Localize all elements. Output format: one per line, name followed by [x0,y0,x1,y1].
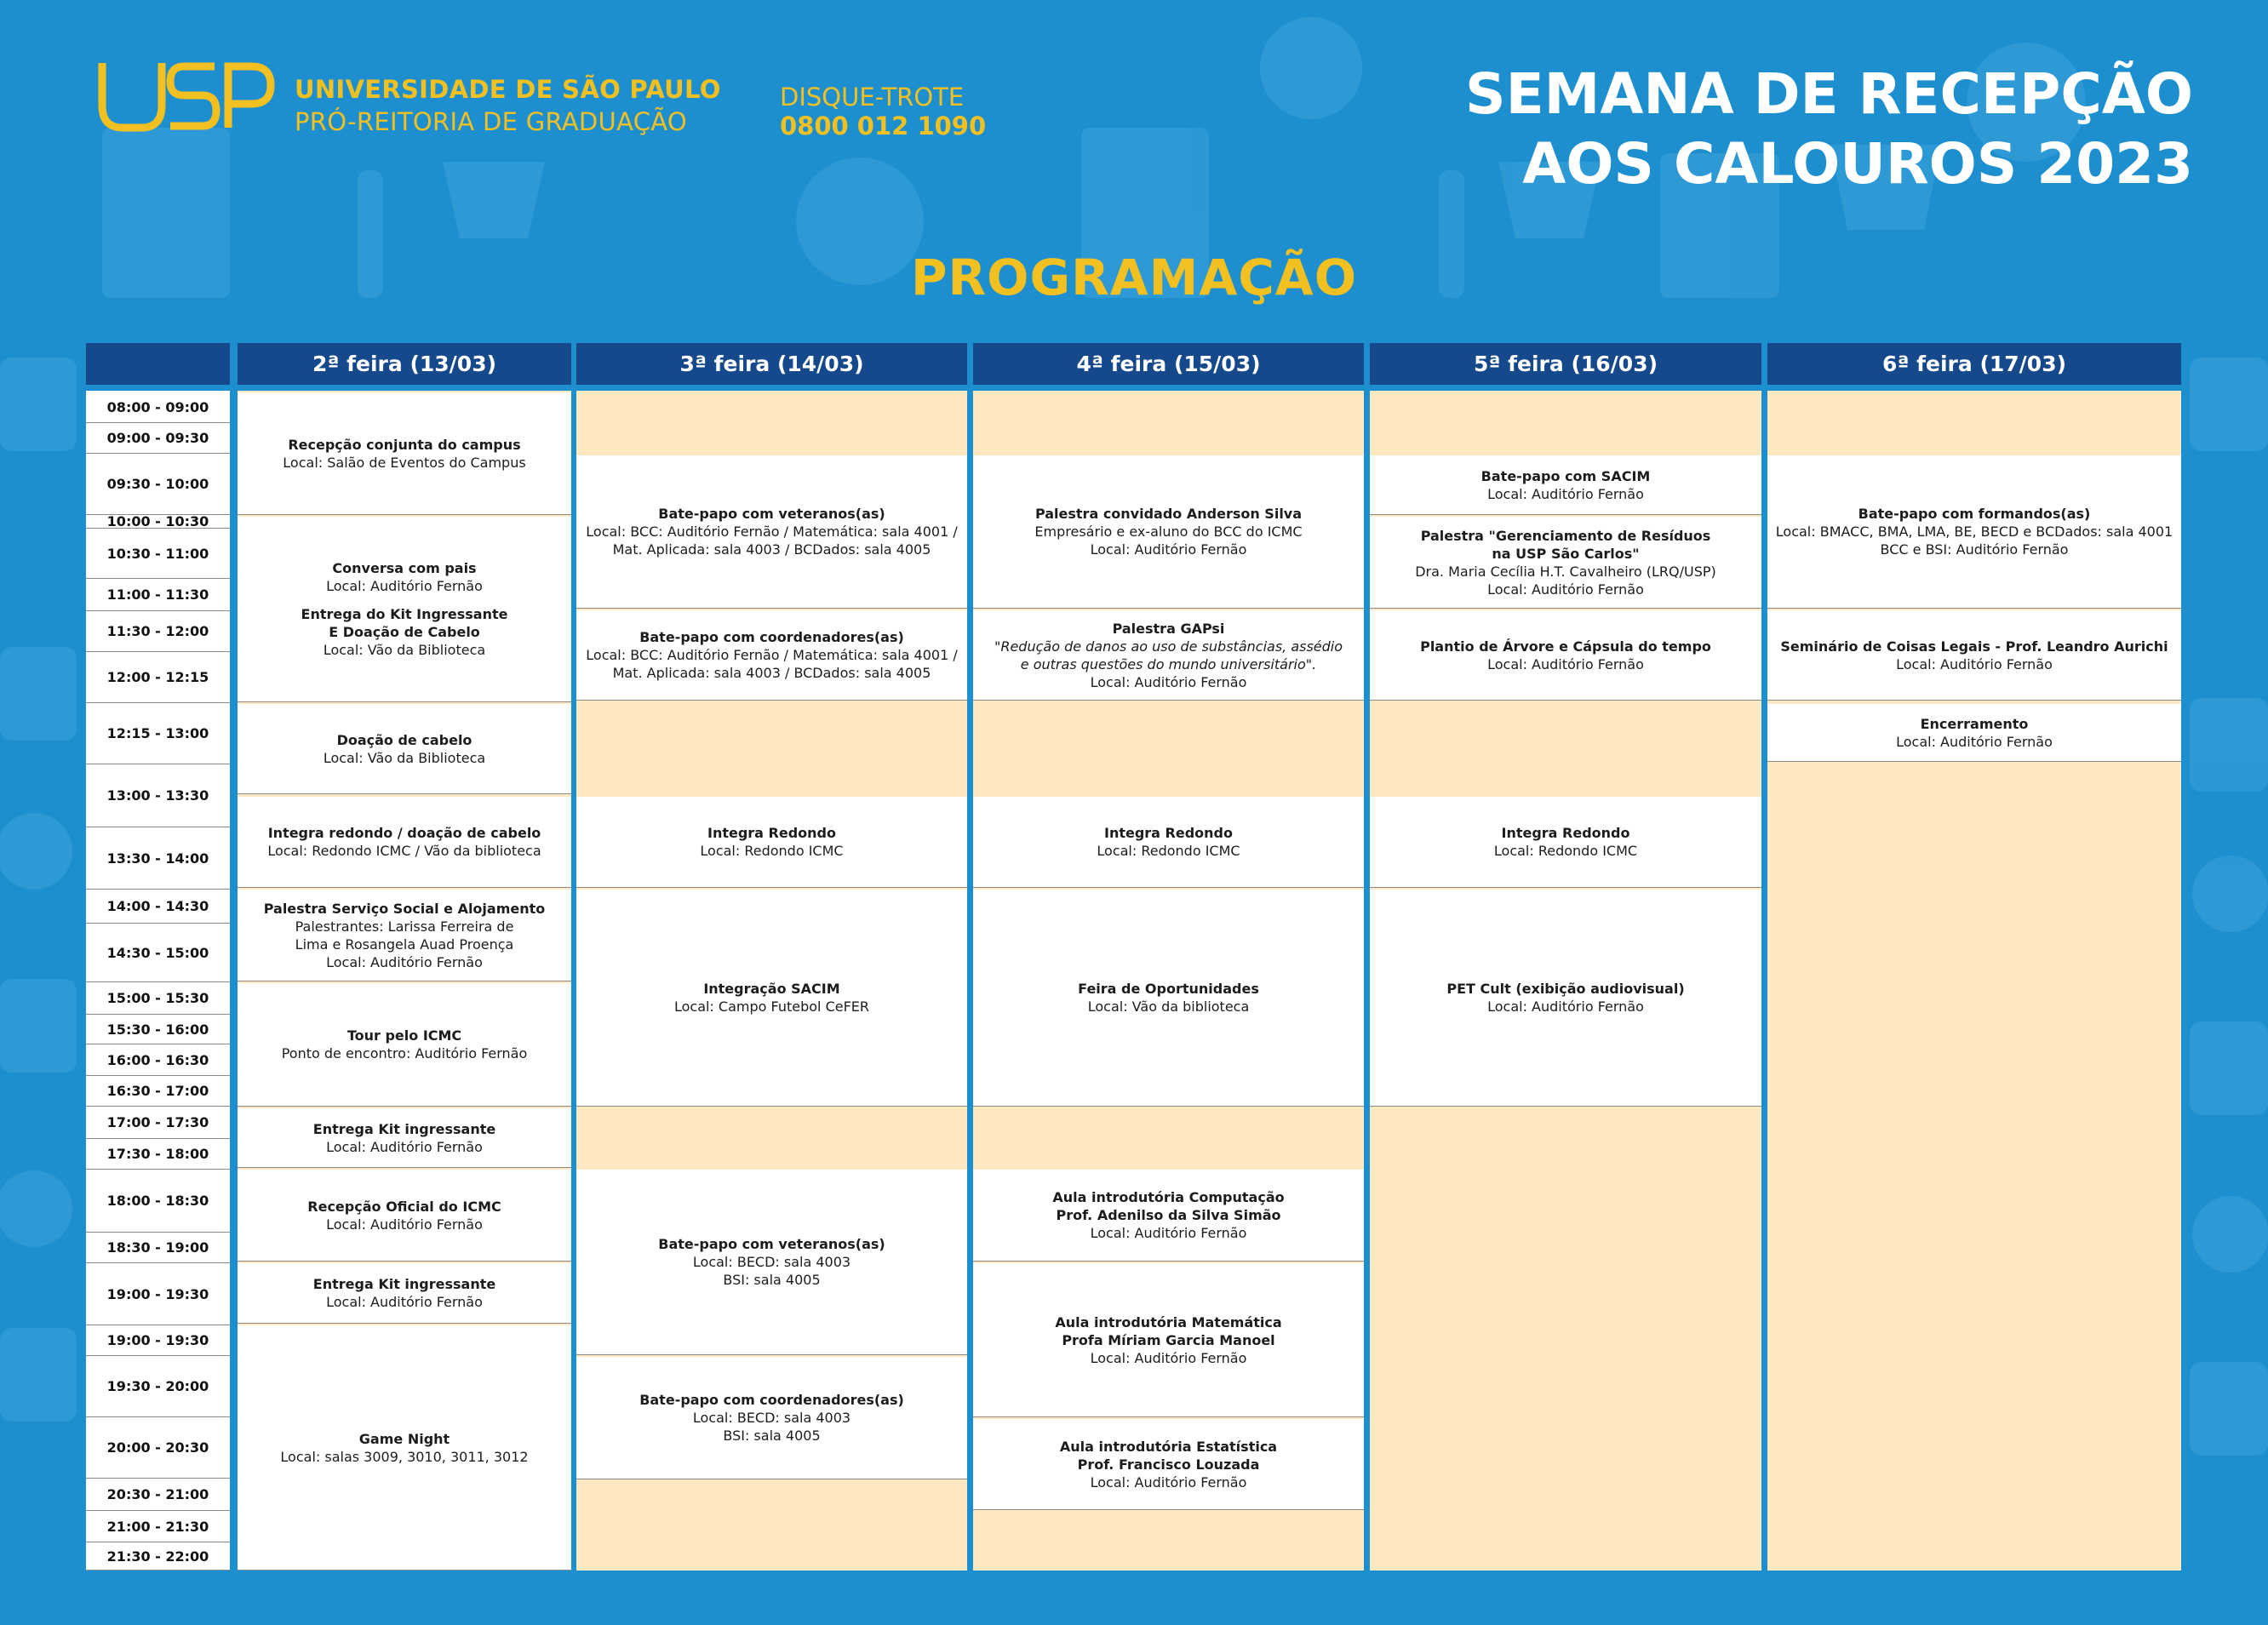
event-title: Recepção conjunta do campus [288,436,521,453]
event-title: Bate-papo com formandos(as) [1858,506,2091,522]
time-slot: 10:00 - 10:30 [86,515,230,529]
event-detail: Local: Vão da Biblioteca [323,642,486,658]
schedule-event [238,983,571,1107]
schedule-event [1370,610,1761,701]
event-title: Bate-papo com coordenadores(as) [639,1392,904,1408]
event-detail: Ponto de encontro: Auditório Fernão [281,1045,528,1061]
schedule-event [1370,517,1761,609]
schedule-event [973,1170,1364,1262]
schedule-event [238,1170,571,1262]
event-detail: "Redução de danos ao uso de substâncias, assédio [994,638,1343,655]
time-slot: 19:00 - 19:30 [86,1325,230,1356]
event-title: Feira de Oportunidades [1078,981,1259,997]
time-slot: 09:30 - 10:00 [86,454,230,515]
event-detail: e outras questões do mundo universitário". [1020,655,1317,672]
time-slot: 11:30 - 12:00 [86,611,230,652]
schedule-event [1370,455,1761,515]
event-title: Palestra Serviço Social e Alojamento [263,900,546,917]
schedule-event [238,1108,571,1168]
event-detail: Local: Redondo ICMC [1493,843,1638,859]
event-title: Prof. Adenilso da Silva Simão [1056,1207,1281,1223]
event-detail: Local: Auditório Fernão [1896,733,2053,750]
time-slot: 12:00 - 12:15 [86,652,230,703]
schedule-event [238,704,571,794]
event-title: Integra Redondo [707,825,836,841]
event-detail: Local: Campo Futebol CeFER [673,998,870,1015]
event-title: Aula introdutória Matemática [1055,1313,1282,1330]
event-title: Encerramento [1920,715,2029,732]
schedule-event [576,1357,967,1479]
time-slot: 21:00 - 21:30 [86,1511,230,1542]
event-detail: Local: Auditório Fernão [1090,1473,1247,1491]
event-title: Aula introdutória Computação [1052,1189,1285,1205]
event-title: Doação de cabelo [336,731,472,748]
event-detail: Local: Auditório Fernão [326,1216,483,1233]
event-detail: Local: BECD: sala 4003 [692,1410,851,1426]
event-title: Palestra GAPsi [1112,620,1225,637]
event-detail: Local: Auditório Fernão [1090,1225,1247,1241]
schedule-event [973,1419,1364,1510]
schedule-event [1767,455,2181,609]
time-slot: 16:00 - 16:30 [86,1044,230,1076]
schedule-event [1370,797,1761,888]
time-slot: 21:30 - 22:00 [86,1542,230,1571]
event-title: Game Night [358,1430,450,1447]
event-detail: Local: BMACC, BMA, LMA, BE, BECD e BCDados: sala 4001 [1775,524,2174,540]
schedule-event [238,1263,571,1324]
pro-reitoria-name: PRÓ-REITORIA DE GRADUAÇÃO [295,107,688,136]
time-slot: 18:30 - 19:00 [86,1233,230,1263]
event-title: Aula introdutória Estatística [1059,1438,1278,1455]
time-slot: 19:00 - 19:30 [86,1263,230,1325]
time-slot: 13:00 - 13:30 [86,764,230,827]
time-slot: 20:00 - 20:30 [86,1417,230,1479]
event-title: na USP São Carlos" [1492,545,1640,562]
event-title-line2: AOS CALOUROS 2023 [1522,131,2193,197]
event-detail: Local: Auditório Fernão [326,1294,483,1310]
event-title: Entrega Kit ingressante [312,1276,496,1292]
event-detail: Local: BCC: Auditório Fernão / Matemática: sala 4001 / [586,524,958,540]
time-slot: 18:00 - 18:30 [86,1170,230,1233]
time-slot: 15:00 - 15:30 [86,982,230,1015]
event-title-line1: SEMANA DE RECEPÇÃO [1465,61,2193,127]
schedule-event [576,1170,967,1355]
event-detail: Local: salas 3009, 3010, 3011, 3012 [280,1448,529,1465]
schedule-event [238,517,571,702]
event-detail: Local: BCC: Auditório Fernão / Matemática: sala 4001 / [586,647,958,663]
event-title: Bate-papo com veteranos(as) [658,1236,885,1252]
event-detail: Local: Redondo ICMC / Vão da biblioteca [267,843,541,859]
time-slot: 10:30 - 11:00 [86,529,230,579]
event-title: E Doação de Cabelo [329,624,480,640]
event-detail: Local: Auditório Fernão [1487,998,1644,1015]
event-detail: Local: Redondo ICMC [1097,843,1240,859]
time-slot: 09:00 - 09:30 [86,423,230,454]
event-title: Integração SACIM [703,981,840,997]
schedule-event [1767,610,2181,701]
event-detail: Local: Redondo ICMC [700,843,844,859]
event-detail: BSI: sala 4005 [723,1272,821,1288]
schedule-event [576,610,967,701]
time-slot: 14:00 - 14:30 [86,890,230,924]
time-slot: 13:30 - 14:00 [86,827,230,890]
time-slot: 14:30 - 15:00 [86,924,230,982]
schedule-event [973,455,1364,609]
event-title: Plantio de Árvore e Cápsula do tempo [1420,638,1711,655]
event-detail: Local: Auditório Fernão [1090,541,1247,558]
event-detail: BCC e BSI: Auditório Fernão [1880,541,2069,558]
schedule-event [973,890,1364,1107]
schedule-event [973,610,1364,701]
time-slot: 19:30 - 20:00 [86,1356,230,1417]
disque-trote-label: DISQUE-TROTE [780,83,965,112]
event-detail: Local: Auditório Fernão [1090,673,1247,690]
event-detail: Lima e Rosangela Auad Proença [295,936,514,953]
event-title: PET Cult (exibição audiovisual) [1446,981,1685,997]
disque-trote-number: 0800 012 1090 [780,112,987,140]
event-detail: Local: Auditório Fernão [1090,1349,1247,1366]
event-title: Integra Redondo [1501,825,1630,841]
day-header: 3ª feira (14/03) [576,343,967,385]
event-title: Conversa com pais [332,560,477,576]
event-detail: Local: Auditório Fernão [326,953,483,970]
event-title [1465,60,2193,199]
schedule-event [576,797,967,888]
event-title: Prof. Francisco Louzada [1077,1456,1260,1473]
event-title: Entrega Kit ingressante [312,1120,496,1137]
time-slot: 11:00 - 11:30 [86,579,230,611]
day-header: 6ª feira (17/03) [1767,343,2181,385]
event-detail: Mat. Aplicada: sala 4003 / BCDados: sala 4005 [612,541,931,558]
event-detail: Local: BECD: sala 4003 [692,1254,851,1270]
schedule-event [1370,890,1761,1107]
schedule-event [973,1263,1364,1417]
event-title: Entrega do Kit Ingressante [301,606,508,622]
university-name: UNIVERSIDADE DE SÃO PAULO [295,75,721,104]
event-title: Palestra convidado Anderson Silva [1034,506,1303,522]
schedule-event [576,890,967,1107]
event-title: Bate-papo com veteranos(as) [658,506,885,522]
time-slot: 20:30 - 21:00 [86,1479,230,1511]
event-title: Integra Redondo [1103,825,1233,841]
time-slot: 08:00 - 09:00 [86,392,230,423]
event-title: Seminário de Coisas Legais - Prof. Leandro Aurichi [1780,638,2168,655]
event-detail: Local: Auditório Fernão [326,1138,483,1155]
event-title: Profa Míriam Garcia Manoel [1062,1331,1275,1348]
time-slot: 15:30 - 16:00 [86,1015,230,1044]
event-detail: Local: Salão de Eventos do Campus [283,454,526,471]
time-slot: 16:30 - 17:00 [86,1076,230,1107]
event-detail: Local: Auditório Fernão [1487,485,1644,502]
time-slot: 17:00 - 17:30 [86,1107,230,1139]
schedule-event [576,455,967,609]
page-header [0,0,2268,340]
event-title: Recepção Oficial do ICMC [307,1198,501,1215]
event-detail: BSI: sala 4005 [723,1428,821,1444]
schedule-event [238,392,571,515]
event-detail: Empresário e ex-aluno do BCC do ICMC [1034,524,1303,540]
event-detail: Local: Vão da biblioteca [1087,998,1250,1015]
page-title: PROGRAMAÇÃO [911,249,1357,306]
schedule-event [238,797,571,888]
event-detail: Local: Auditório Fernão [1896,655,2053,672]
event-title: Bate-papo com SACIM [1480,467,1651,484]
event-detail: Palestrantes: Larissa Ferreira de [295,918,514,935]
schedule-event [1767,704,2181,762]
event-detail: Dra. Maria Cecília H.T. Cavalheiro (LRQ/USP) [1415,563,1716,580]
event-detail: Local: Auditório Fernão [1487,655,1644,672]
time-slot: 17:30 - 18:00 [86,1139,230,1170]
schedule-event [973,797,1364,888]
event-title: Palestra "Gerenciamento de Resíduos [1420,527,1711,544]
event-title: Bate-papo com coordenadores(as) [639,629,904,645]
event-detail: Local: Auditório Fernão [326,578,483,594]
event-detail: Mat. Aplicada: sala 4003 / BCDados: sala 4005 [612,665,931,681]
event-detail: Local: Auditório Fernão [1487,581,1644,598]
event-title: Integra redondo / doação de cabelo [267,825,541,841]
schedule-event [238,890,571,981]
usp-logo [95,58,276,133]
time-column-header [86,343,230,385]
time-slot: 12:15 - 13:00 [86,703,230,764]
event-detail: Local: Vão da Biblioteca [323,749,486,766]
day-header: 2ª feira (13/03) [238,343,571,385]
schedule-event [238,1325,571,1571]
day-header: 5ª feira (16/03) [1370,343,1761,385]
event-title: Tour pelo ICMC [346,1027,462,1044]
day-header: 4ª feira (15/03) [973,343,1364,385]
